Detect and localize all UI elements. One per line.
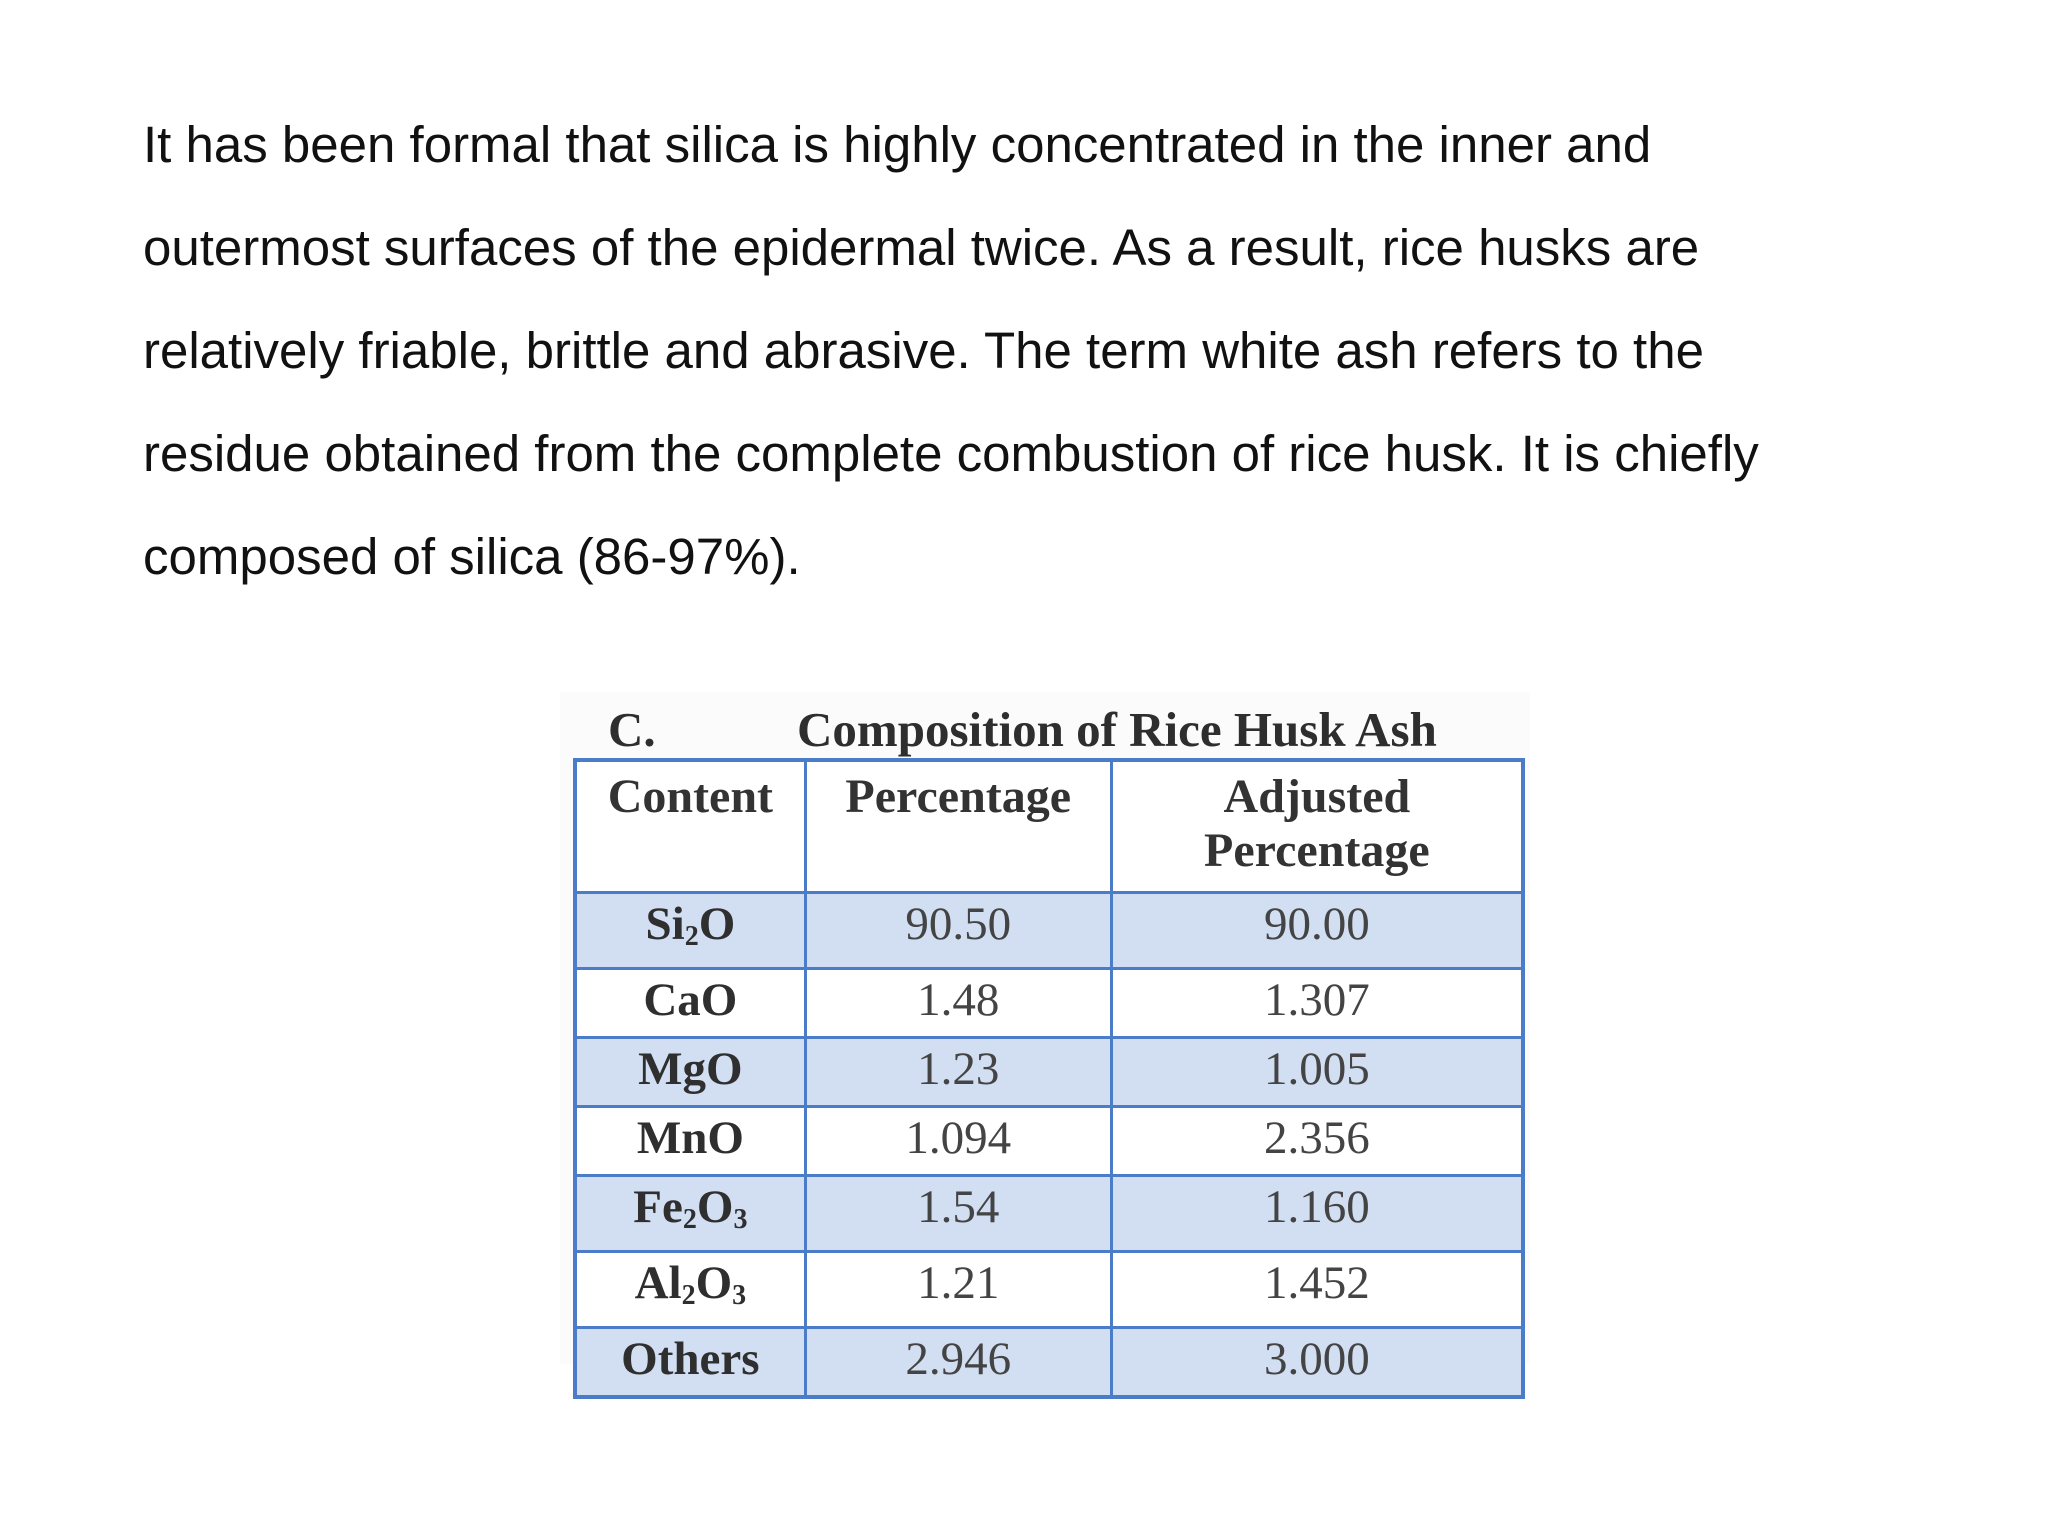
cell-content bbox=[575, 1106, 805, 1175]
table-body bbox=[575, 892, 1523, 1397]
header-adjusted-percentage bbox=[1111, 760, 1523, 892]
cell-percentage: 1.23 bbox=[805, 1037, 1111, 1106]
body-paragraph bbox=[143, 108, 1943, 623]
paragraph-line: outermost surfaces of the epidermal twice. As a result, rice husks are bbox=[143, 219, 1700, 276]
table-row bbox=[575, 1327, 1523, 1397]
cell-content bbox=[575, 1175, 805, 1251]
paragraph-line: It has been formal that silica is highly concentrated in the inner and bbox=[143, 116, 1652, 173]
content-part: O bbox=[698, 897, 736, 950]
header-percentage: Percentage bbox=[805, 760, 1111, 892]
content-part: MgO bbox=[638, 1042, 743, 1095]
cell-percentage: 2.946 bbox=[805, 1327, 1111, 1397]
cell-content bbox=[575, 1037, 805, 1106]
caption-label: C. bbox=[608, 702, 656, 757]
cell-content bbox=[575, 892, 805, 968]
content-part: Fe bbox=[633, 1180, 683, 1233]
cell-adjusted-percentage: 1.160 bbox=[1111, 1175, 1523, 1251]
caption-title: Composition of Rice Husk Ash bbox=[797, 702, 1437, 757]
cell-percentage: 1.48 bbox=[805, 968, 1111, 1037]
cell-percentage: 1.094 bbox=[805, 1106, 1111, 1175]
paragraph-line: residue obtained from the complete combustion of rice husk. It is chiefly bbox=[143, 425, 1759, 482]
table-caption bbox=[560, 700, 1520, 760]
content-part: MnO bbox=[636, 1111, 744, 1164]
composition-table bbox=[573, 758, 1525, 1399]
content-part: Al bbox=[634, 1256, 682, 1309]
content-part: O bbox=[695, 1256, 733, 1309]
cell-content bbox=[575, 968, 805, 1037]
cell-adjusted-percentage: 1.005 bbox=[1111, 1037, 1523, 1106]
content-part: 2 bbox=[682, 1203, 697, 1235]
cell-content bbox=[575, 1327, 805, 1397]
table-header-row bbox=[575, 760, 1523, 892]
content-part: 3 bbox=[733, 1203, 748, 1235]
cell-percentage: 90.50 bbox=[805, 892, 1111, 968]
content-part: CaO bbox=[643, 973, 738, 1026]
header-content: Content bbox=[575, 760, 805, 892]
table-row bbox=[575, 968, 1523, 1037]
cell-percentage: 1.21 bbox=[805, 1251, 1111, 1327]
cell-adjusted-percentage: 90.00 bbox=[1111, 892, 1523, 968]
content-part: O bbox=[696, 1180, 734, 1233]
paragraph-line: relatively friable, brittle and abrasive. The term white ash refers to the bbox=[143, 322, 1704, 379]
table-row bbox=[575, 892, 1523, 968]
content-part: Others bbox=[621, 1332, 760, 1385]
content-part: 2 bbox=[684, 920, 699, 952]
header-adjusted-line2: Percentage bbox=[1204, 824, 1430, 877]
content-part: Si bbox=[645, 897, 685, 950]
cell-content bbox=[575, 1251, 805, 1327]
cell-adjusted-percentage: 1.307 bbox=[1111, 968, 1523, 1037]
header-adjusted-line1: Adjusted bbox=[1223, 770, 1411, 823]
cell-adjusted-percentage: 2.356 bbox=[1111, 1106, 1523, 1175]
cell-percentage: 1.54 bbox=[805, 1175, 1111, 1251]
table-row bbox=[575, 1175, 1523, 1251]
table-row bbox=[575, 1251, 1523, 1327]
table-row bbox=[575, 1037, 1523, 1106]
cell-adjusted-percentage: 1.452 bbox=[1111, 1251, 1523, 1327]
content-part: 3 bbox=[732, 1279, 747, 1311]
table-row bbox=[575, 1106, 1523, 1175]
cell-adjusted-percentage: 3.000 bbox=[1111, 1327, 1523, 1397]
content-part: 2 bbox=[681, 1279, 696, 1311]
rice-husk-ash-figure bbox=[560, 692, 1530, 1385]
paragraph-line: composed of silica (86-97%). bbox=[143, 528, 801, 585]
